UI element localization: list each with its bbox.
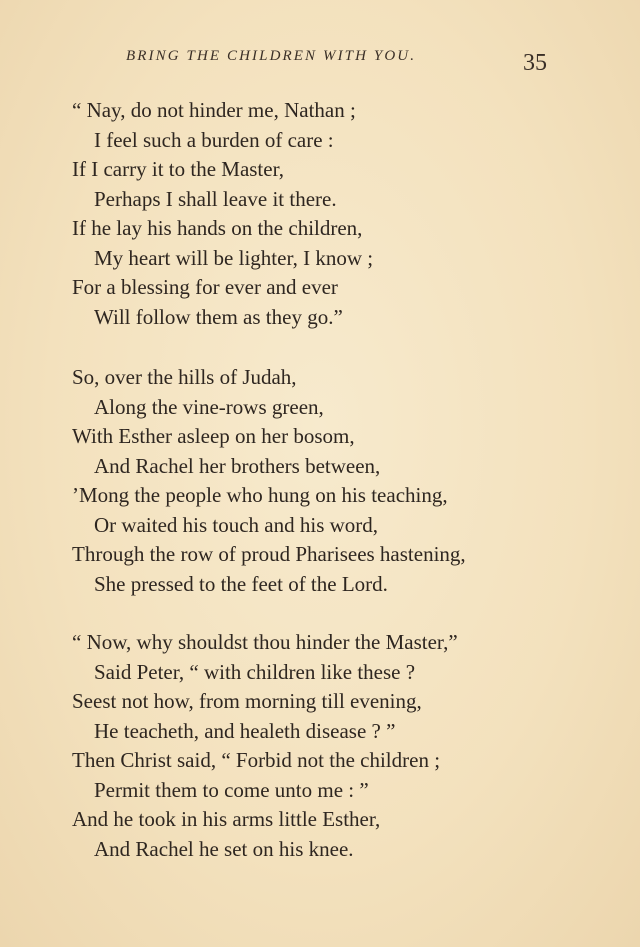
verse-line: If he lay his hands on the children,	[72, 216, 363, 240]
verse-line: Or waited his touch and his word,	[94, 512, 379, 537]
verse-line: For a blessing for ever and ever	[72, 275, 338, 299]
stanza-2	[0, 363, 640, 599]
verse-line: And Rachel her brothers between,	[94, 453, 381, 478]
verse-line: Said Peter, “ with children like these ?	[94, 659, 416, 684]
verse-line: “ Now, why shouldst thou hinder the Master,”	[72, 630, 458, 654]
verse-line: He teacheth, and healeth disease ? ”	[94, 718, 396, 743]
verse-line: I feel such a burden of care :	[94, 127, 334, 152]
stanza-3	[0, 628, 640, 864]
verse-line: With Esther asleep on her bosom,	[72, 424, 355, 448]
verse-line: Perhaps I shall leave it there.	[94, 186, 337, 211]
page-number: 35	[523, 50, 547, 76]
verse-line: Along the vine-rows green,	[94, 394, 324, 419]
verse-line: My heart will be lighter, I know ;	[94, 245, 374, 270]
stanza-1	[0, 96, 640, 332]
verse-line: And he took in his arms little Esther,	[72, 807, 381, 831]
verse-line: And Rachel he set on his knee.	[94, 836, 354, 861]
running-head: BRING THE CHILDREN WITH YOU.	[126, 48, 417, 64]
verse-line: Seest not how, from morning till evening,	[72, 689, 422, 713]
verse-line: If I carry it to the Master,	[72, 157, 284, 181]
verse-line: ’Mong the people who hung on his teaching,	[72, 483, 448, 507]
verse-line: “ Nay, do not hinder me, Nathan ;	[72, 98, 356, 122]
verse-line: Will follow them as they go.”	[94, 304, 343, 329]
verse-line: So, over the hills of Judah,	[72, 365, 297, 389]
verse-line: She pressed to the feet of the Lord.	[94, 571, 388, 596]
verse-line: Then Christ said, “ Forbid not the children ;	[72, 748, 441, 772]
verse-line: Through the row of proud Pharisees hastening,	[72, 542, 466, 566]
verse-line: Permit them to come unto me : ”	[94, 777, 369, 802]
